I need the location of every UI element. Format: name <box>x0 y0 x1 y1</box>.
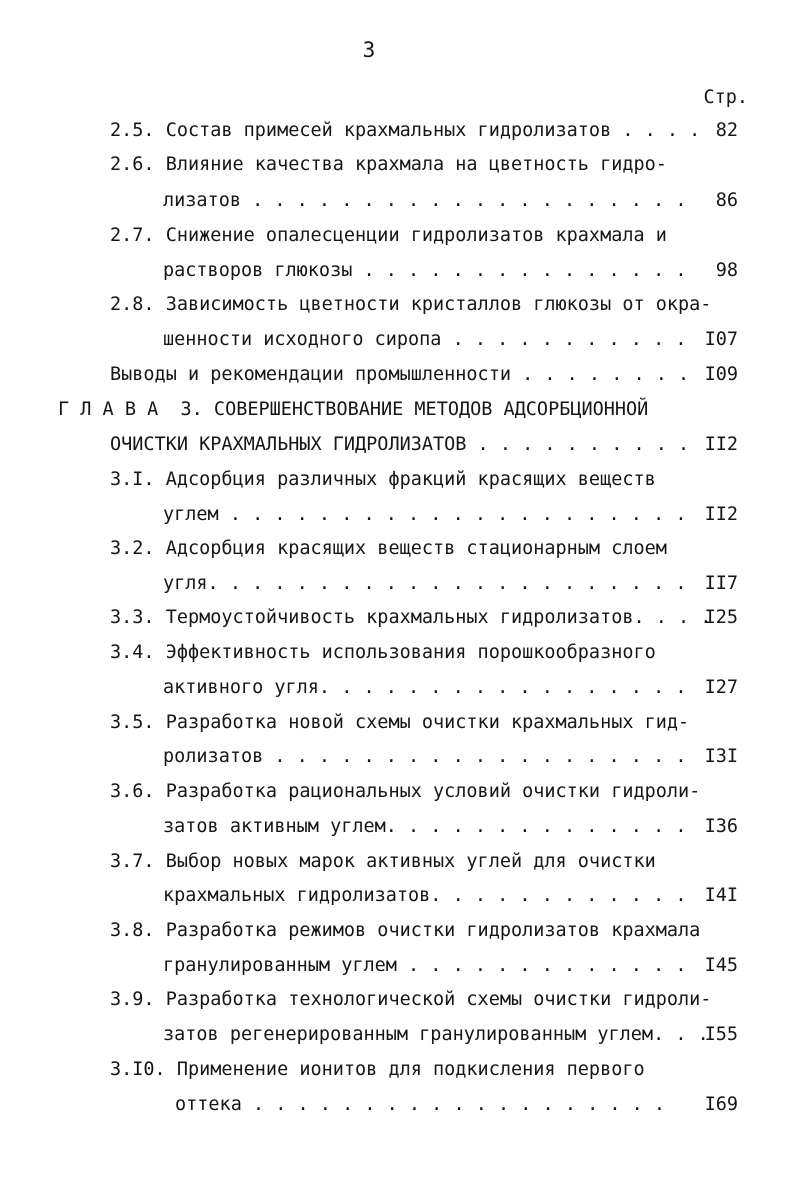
toc-entry-conclusions: Выводы и рекомендации промышленности . . . . . . . . <box>110 364 690 385</box>
toc-entry-3-2-page: II7 <box>704 573 738 594</box>
toc-entry-3-1-page: II2 <box>704 504 738 525</box>
toc-entry-3-7-line2: крахмальных гидролизатов. . . . . . . . . . . . <box>163 885 687 906</box>
toc-entry-3-8-line1: 3.8. Разработка режимов очистки гидролизатов крахмала <box>110 920 701 941</box>
toc-entry-3-10-line1: 3.I0. Применение ионитов для подкисления первого <box>110 1059 645 1080</box>
toc-entry-2-5-page: 82 <box>715 120 738 141</box>
toc-entry-3-7-page: I4I <box>704 885 738 906</box>
toc-entry-2-6-line2: лизатов . . . . . . . . . . . . . . . . . . . . <box>163 190 687 211</box>
toc-entry-3-9-page: I55 <box>704 1024 738 1045</box>
toc-entry-3-10-page: I69 <box>704 1094 738 1115</box>
toc-entry-2-5-line1: 2.5. Состав примесей крахмальных гидролизатов . . . . <box>110 120 701 141</box>
toc-entry-3-7-line1: 3.7. Выбор новых марок активных углей для очистки <box>110 851 656 872</box>
toc-entry-3-5-line2: ролизатов . . . . . . . . . . . . . . . . . . . <box>163 746 687 767</box>
chapter-3-heading-line1: Г Л А В А 3. СОВЕРШЕНСТВОВАНИЕ МЕТОДОВ АДСОРБЦИОННОЙ <box>58 399 649 420</box>
toc-entry-3-5-page: I3I <box>704 746 738 767</box>
toc-entry-2-7-line2: растворов глюкозы . . . . . . . . . . . . . . . <box>163 260 687 281</box>
toc-entry-2-6-line1: 2.6. Влияние качества крахмала на цветность гидро- <box>110 154 667 175</box>
toc-entry-3-6-line2: затов активным углем. . . . . . . . . . . . . . <box>163 816 687 837</box>
toc-entry-3-2-line2: угля. . . . . . . . . . . . . . . . . . . . . . <box>163 573 687 594</box>
chapter-3-page: II2 <box>704 434 738 455</box>
toc-entry-3-9-line1: 3.9. Разработка технологической схемы очистки гидроли- <box>110 989 712 1010</box>
toc-entry-2-8-line2: шенности исходного сиропа . . . . . . . . . . . <box>163 329 687 350</box>
toc-entry-3-5-line1: 3.5. Разработка новой схемы очистки крахмальных гид- <box>110 712 690 733</box>
toc-entry-3-6-page: I36 <box>704 816 738 837</box>
toc-entry-2-7-line1: 2.7. Снижение опалесценции гидролизатов крахмала и <box>110 225 667 246</box>
chapter-3-heading-line2: ОЧИСТКИ КРАХМАЛЬНЫХ ГИДРОЛИЗАТОВ . . . . . . . . . . <box>110 434 690 455</box>
toc-entry-3-8-line2: гранулированным углем . . . . . . . . . . . . . <box>163 955 687 976</box>
toc-entry-3-4-page: I27 <box>704 677 738 698</box>
toc-entry-2-7-page: 98 <box>715 260 738 281</box>
toc-entry-2-6-page: 86 <box>715 190 738 211</box>
toc-entry-3-6-line1: 3.6. Разработка рациональных условий очистки гидроли- <box>110 781 701 802</box>
toc-entry-3-3-line1: 3.3. Термоустойчивость крахмальных гидролизатов. . . . <box>110 607 712 628</box>
toc-entry-3-1-line2: углем . . . . . . . . . . . . . . . . . . . . . <box>163 504 687 525</box>
page-number: 3 <box>362 38 376 62</box>
toc-entry-3-3-page: I25 <box>704 607 738 628</box>
toc-entry-3-4-line1: 3.4. Эффективность использования порошкообразного <box>110 642 656 663</box>
page-column-label: Стр. <box>703 87 748 108</box>
toc-entry-conclusions-page: I09 <box>704 364 738 385</box>
toc-entry-3-4-line2: активного угля. . . . . . . . . . . . . . . . . <box>163 677 687 698</box>
toc-entry-3-10-line2: оттека . . . . . . . . . . . . . . . . . . . <box>175 1094 666 1115</box>
toc-entry-2-8-line1: 2.8. Зависимость цветности кристаллов глюкозы от окра- <box>110 294 712 315</box>
toc-entry-3-1-line1: 3.I. Адсорбция различных фракций красящих веществ <box>110 469 656 490</box>
toc-entry-3-2-line1: 3.2. Адсорбция красящих веществ стационарным слоем <box>110 538 667 559</box>
toc-entry-2-8-page: I07 <box>704 329 738 350</box>
toc-entry-3-8-page: I45 <box>704 955 738 976</box>
toc-entry-3-9-line2: затов регенерированным гранулированным углем. . . <box>163 1024 709 1045</box>
